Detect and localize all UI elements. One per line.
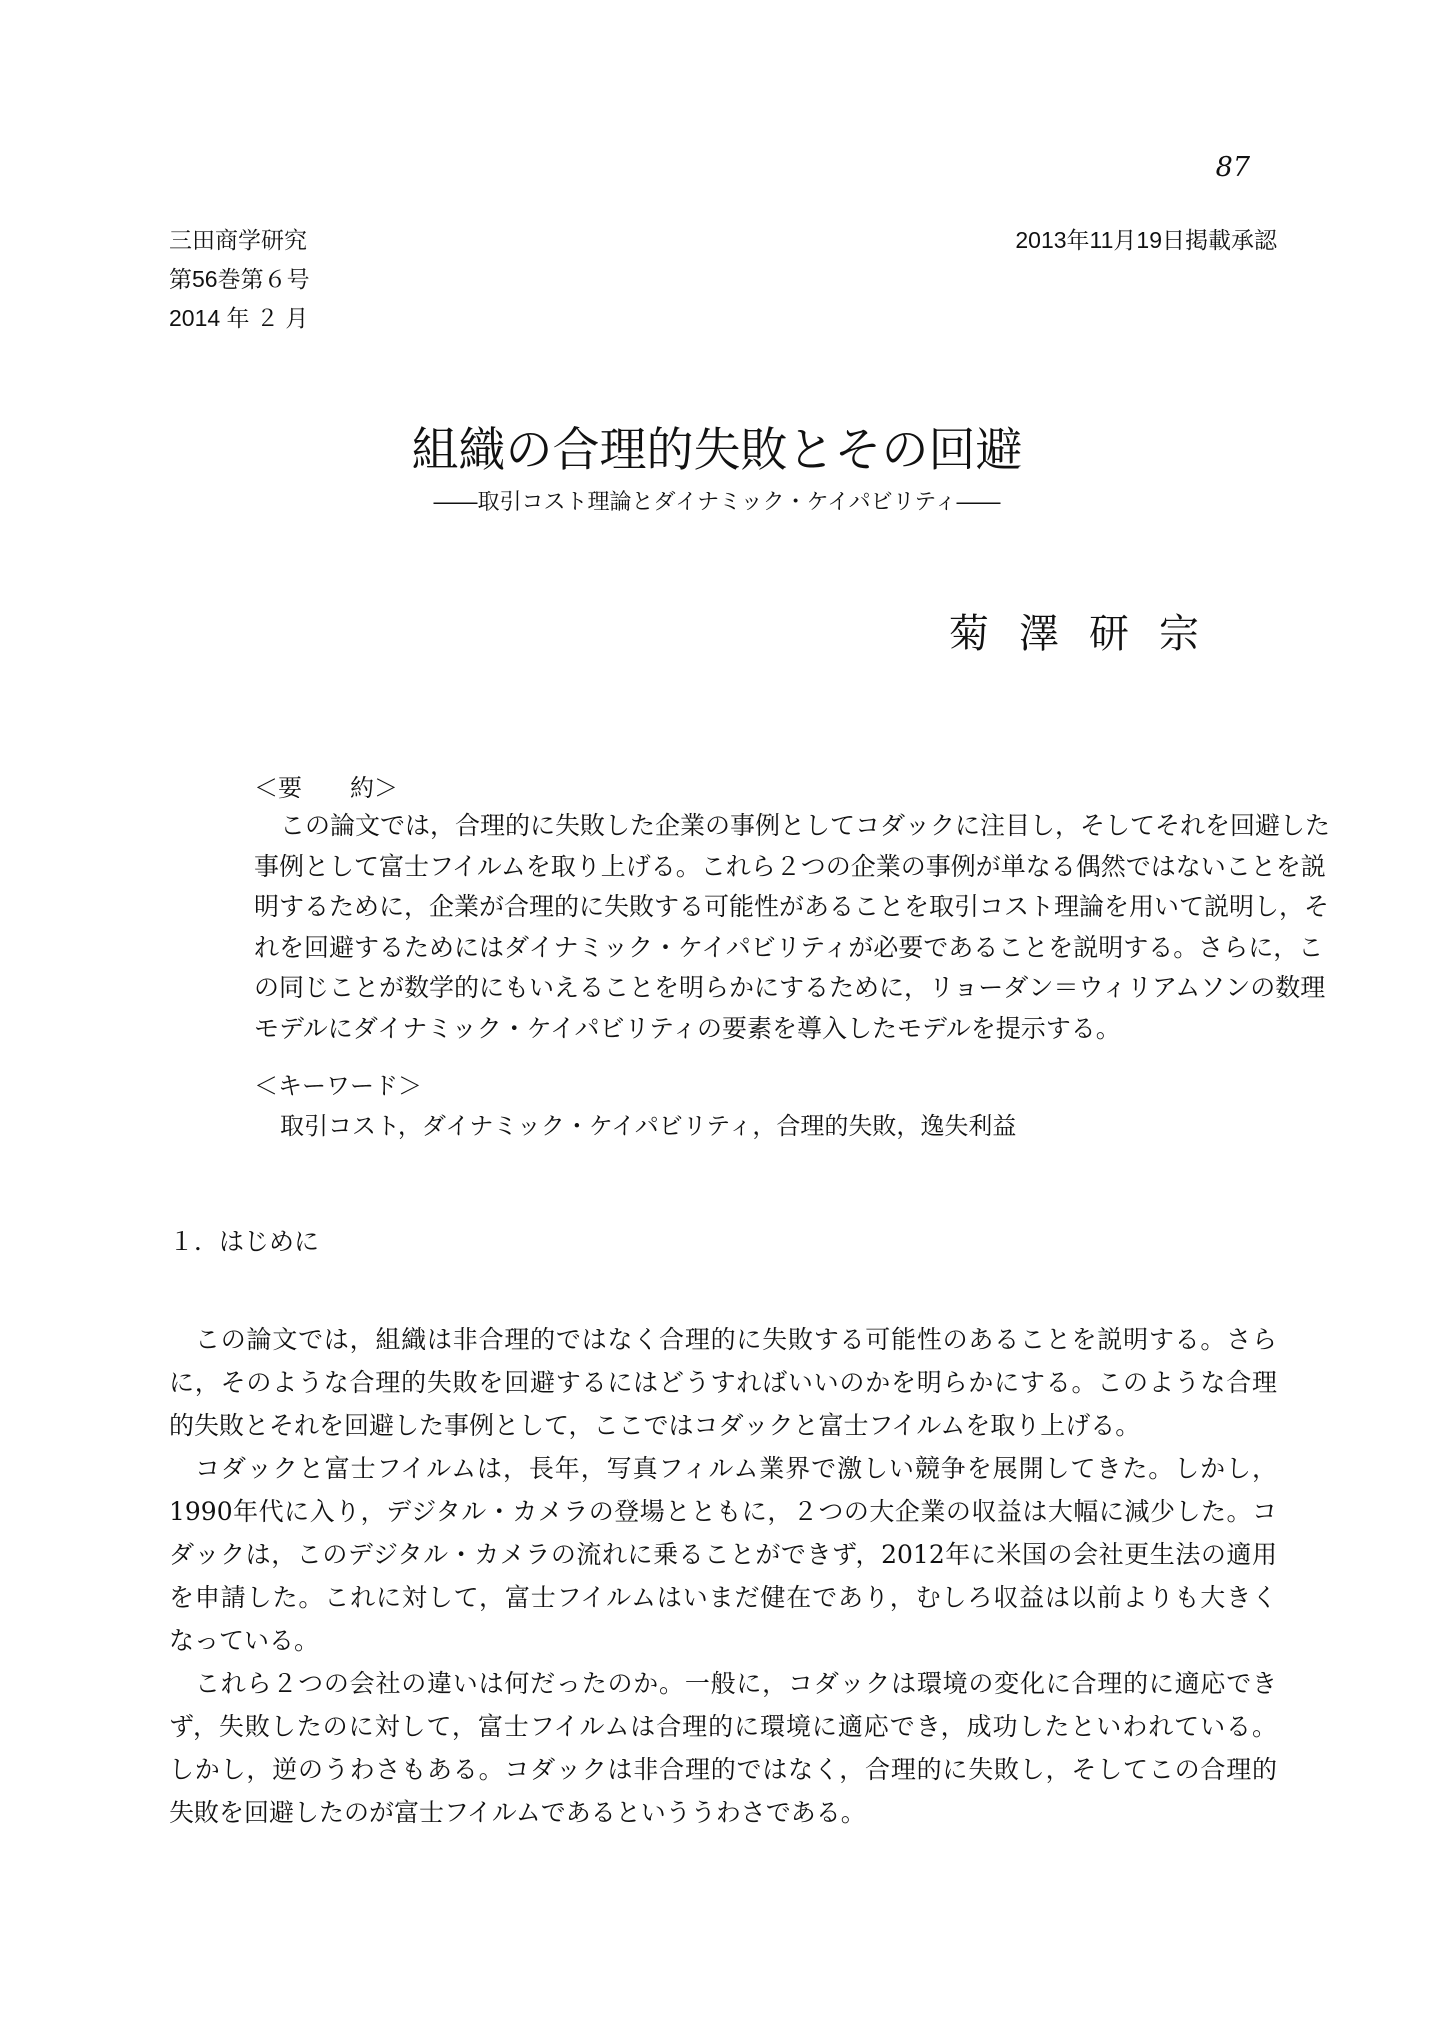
paragraph-line: これら２つの会社の違いは何だったのか。一般に，コダックは環境の変化に合理的に適応でき xyxy=(195,1669,1277,1698)
abstract-line: モデルにダイナミック・ケイパビリティの要素を導入したモデルを提示する。 xyxy=(254,1013,1121,1043)
paragraph-line: を申請した。これに対して，富士フイルムはいまだ健在であり，むしろ収益は以前よりも大きく xyxy=(169,1583,1277,1612)
journal-name: 三田商学研究 xyxy=(169,227,307,253)
paragraph-line: ず，失敗したのに対して，富士フイルムは合理的に環境に適応でき，成功したといわれている。 xyxy=(169,1712,1277,1741)
abstract-line: 事例として富士フイルムを取り上げる。これら２つの企業の事例が単なる偶然ではないことを説 xyxy=(254,851,1326,881)
abstract-line: 明するために，企業が合理的に失敗する可能性があることを取引コスト理論を用いて説明し，そ xyxy=(254,892,1330,921)
keywords-heading: ＜キーワード＞ xyxy=(254,1072,422,1100)
paper-title: 組織の合理的失敗とその回避 xyxy=(411,423,1023,478)
abstract-line: この論文では，合理的に失敗した企業の事例としてコダックに注目し，そしてそれを回避した xyxy=(280,811,1331,840)
paper-subtitle: ――取引コスト理論とダイナミック・ケイパビリティ―― xyxy=(433,490,1001,515)
paragraph-line: しかし，逆のうわさもある。コダックは非合理的ではなく，合理的に失敗し，そしてこの合理的 xyxy=(169,1755,1277,1784)
page-number: 87 xyxy=(1215,152,1250,183)
volume-number: 第56巻第６号 xyxy=(169,266,310,292)
abstract-heading: ＜要 約＞ xyxy=(254,774,398,802)
paragraph-line: コダックと富士フイルムは，長年，写真フィルム業界で激しい競争を展開してきた。しかし， xyxy=(195,1454,1277,1483)
approval-date: 2013年11月19日掲載承認 xyxy=(1015,227,1277,253)
paragraph-line: に，そのような合理的失敗を回避するにはどうすればいいのかを明らかにする。このような合理 xyxy=(169,1368,1277,1397)
issue-date: 2014 年 ２ 月 xyxy=(169,305,309,331)
abstract-line: の同じことが数学的にもいえることを明らかにするために，リョーダン＝ウィリアムソンの数理 xyxy=(254,973,1326,1002)
keywords-text: 取引コスト，ダイナミック・ケイパビリティ，合理的失敗，逸失利益 xyxy=(280,1112,1017,1140)
paragraph-line: ダックは，このデジタル・カメラの流れに乗ることができず，2012年に米国の会社更生法の適用 xyxy=(169,1540,1277,1569)
author-name: 菊澤研宗 xyxy=(949,611,1229,657)
paragraph-line: 失敗を回避したのが富士フイルムであるといううわさである。 xyxy=(169,1798,866,1827)
paragraph-line: 的失敗とそれを回避した事例として，ここではコダックと富士フイルムを取り上げる。 xyxy=(169,1411,1141,1440)
paragraph-line: 1990年代に入り，デジタル・カメラの登場とともに，２つの大企業の収益は大幅に減少した。コ xyxy=(169,1497,1277,1526)
section-heading: １．はじめに xyxy=(169,1227,320,1256)
paragraph-line: なっている。 xyxy=(169,1626,320,1655)
paragraph-line: この論文では，組織は非合理的ではなく合理的に失敗する可能性のあることを説明する。さら xyxy=(195,1325,1277,1354)
abstract-line: れを回避するためにはダイナミック・ケイパビリティが必要であることを説明する。さらに，こ xyxy=(254,932,1324,962)
